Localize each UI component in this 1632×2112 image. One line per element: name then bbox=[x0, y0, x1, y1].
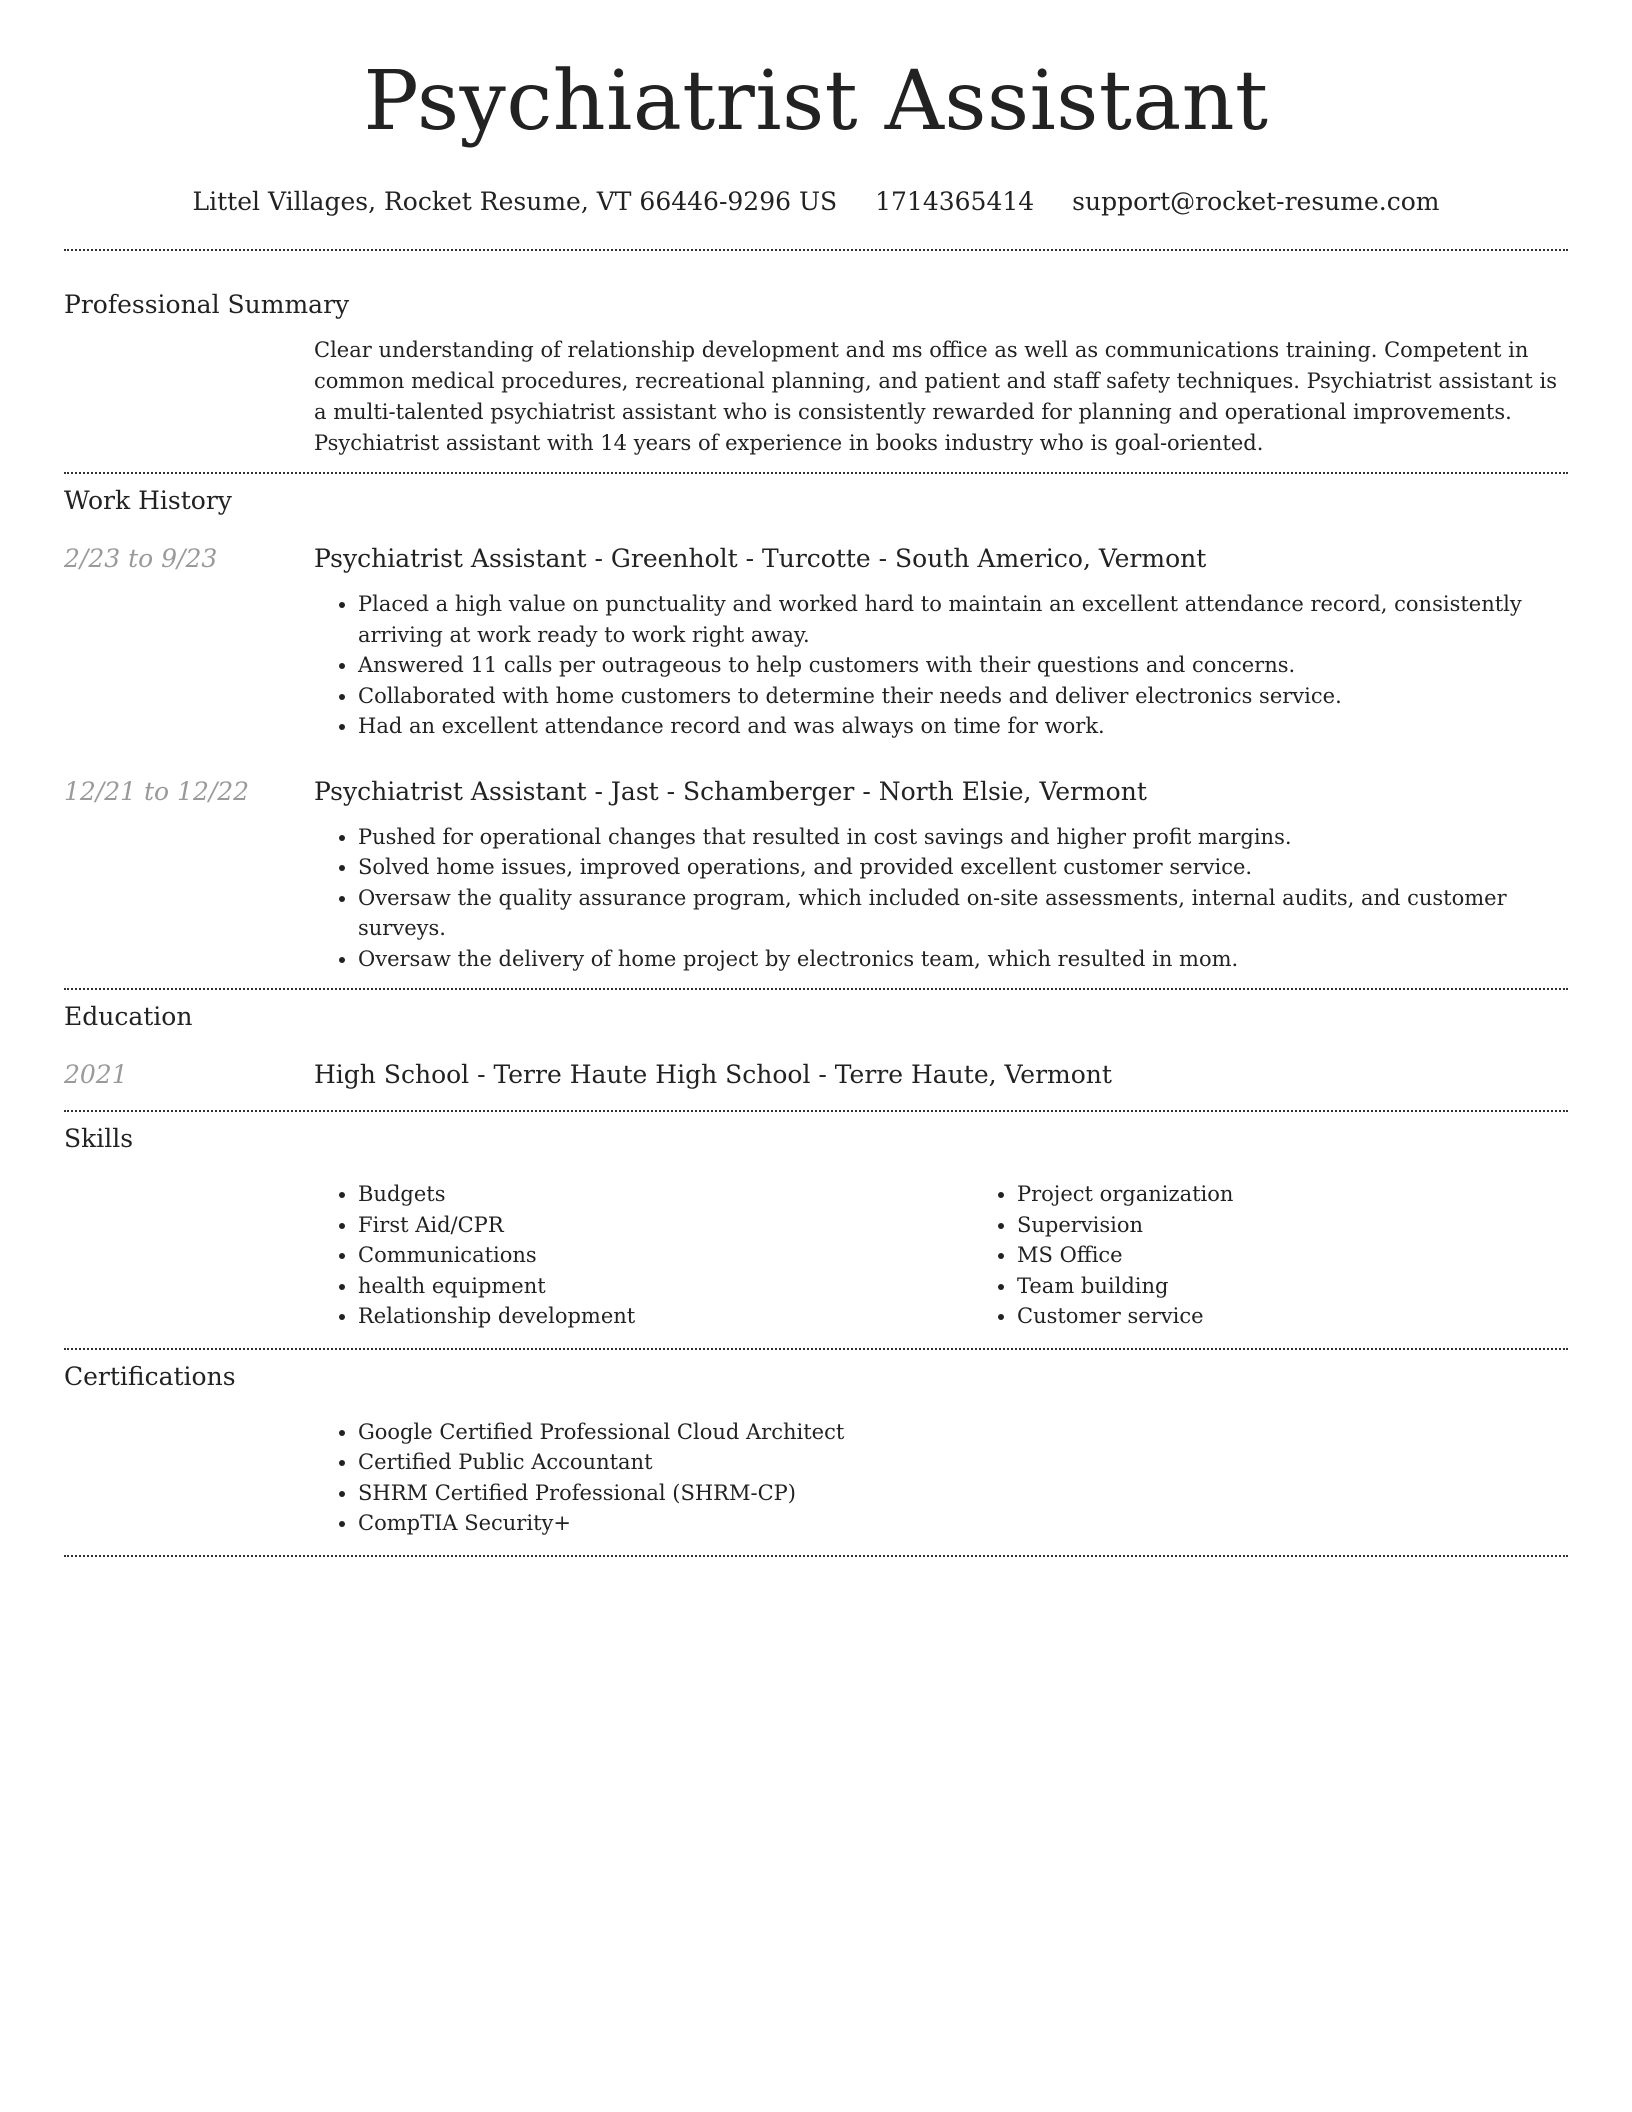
summary-section bbox=[64, 289, 1568, 459]
job-bullet: • Oversaw the quality assurance program, which included on-site assessments, internal audits, and customer surveys. bbox=[358, 883, 1568, 944]
work-history-title: Work History bbox=[64, 486, 232, 515]
skills-divider bbox=[64, 1348, 1568, 1350]
job-bullets bbox=[314, 589, 1568, 742]
certifications-divider bbox=[64, 1555, 1568, 1557]
skill-item: • Customer service bbox=[1017, 1301, 1632, 1332]
skills-list-left bbox=[314, 1179, 973, 1332]
skills-section bbox=[64, 1123, 1568, 1332]
job-bullet: • Placed a high value on punctuality and worked hard to maintain an excellent attendance record, consistently arriving at work ready to work right away. bbox=[358, 589, 1568, 650]
job-dates: 12/21 to 12/22 bbox=[64, 776, 250, 806]
skill-item: • Supervision bbox=[1017, 1210, 1632, 1241]
summary-text: Clear understanding of relationship development and ms office as well as communications training. Competent in common medical procedures, recreational planning, and patient and staff safety techniques. Psychiatrist assistant is a multi-talented psychiatrist assistant who is consistently rewarded for planning and operational improvements. Psychiatrist assistant with 14 years of experience in books industry who is goal-oriented. bbox=[314, 338, 1558, 455]
education-entry bbox=[64, 1059, 1568, 1091]
certifications-section bbox=[64, 1361, 1568, 1539]
job-bullet: • Answered 11 calls per outrageous to help customers with their questions and concerns. bbox=[358, 650, 1568, 681]
skill-item: • MS Office bbox=[1017, 1240, 1632, 1271]
work-divider bbox=[64, 988, 1568, 990]
certification-item: • SHRM Certified Professional (SHRM-CP) bbox=[358, 1478, 1568, 1509]
job-bullet: • Collaborated with home customers to determine their needs and deliver electronics service. bbox=[358, 681, 1568, 712]
skill-item: • health equipment bbox=[358, 1271, 973, 1302]
job-entry bbox=[64, 543, 1568, 742]
education-divider bbox=[64, 1110, 1568, 1112]
education-title: Education bbox=[64, 1002, 193, 1031]
skills-grid bbox=[314, 1179, 1632, 1332]
contact-phone: 1714365414 bbox=[875, 187, 1035, 216]
certification-item: • Certified Public Accountant bbox=[358, 1447, 1568, 1478]
skill-item: • Team building bbox=[1017, 1271, 1632, 1302]
skills-title: Skills bbox=[64, 1124, 134, 1153]
skills-list-right bbox=[973, 1179, 1632, 1332]
certifications-list bbox=[314, 1417, 1568, 1539]
certification-item: • Google Certified Professional Cloud Architect bbox=[358, 1417, 1568, 1448]
contact-email: support@rocket-resume.com bbox=[1072, 187, 1440, 216]
education-degree: High School - Terre Haute High School - Terre Haute, Vermont bbox=[314, 1060, 1112, 1089]
header-divider bbox=[64, 249, 1568, 251]
certifications-title: Certifications bbox=[64, 1361, 236, 1391]
skill-item: • Budgets bbox=[358, 1179, 973, 1210]
job-title: Psychiatrist Assistant - Jast - Schamberger - North Elsie, Vermont bbox=[314, 776, 1147, 806]
summary-divider bbox=[64, 472, 1568, 474]
job-bullet: • Solved home issues, improved operations, and provided excellent customer service. bbox=[358, 852, 1568, 883]
skill-item: • Communications bbox=[358, 1240, 973, 1271]
skill-item: • Relationship development bbox=[358, 1301, 973, 1332]
job-entry bbox=[64, 776, 1568, 975]
skill-item: • Project organization bbox=[1017, 1179, 1632, 1210]
contact-address: Littel Villages, Rocket Resume, VT 66446-9296 US bbox=[192, 187, 838, 216]
job-bullet: • Had an excellent attendance record and was always on time for work. bbox=[358, 711, 1568, 742]
education-section bbox=[64, 1001, 1568, 1091]
job-bullet: • Oversaw the delivery of home project by electronics team, which resulted in mom. bbox=[358, 944, 1568, 975]
job-bullets bbox=[314, 822, 1568, 975]
candidate-name: Psychiatrist Assistant bbox=[363, 54, 1269, 149]
summary-title: Professional Summary bbox=[64, 290, 350, 319]
skill-item: • First Aid/CPR bbox=[358, 1210, 973, 1241]
contact-line bbox=[64, 186, 1568, 218]
education-year: 2021 bbox=[64, 1060, 128, 1089]
job-title: Psychiatrist Assistant - Greenholt - Turcotte - South Americo, Vermont bbox=[314, 544, 1207, 573]
work-history-section bbox=[64, 485, 1568, 974]
job-bullet: • Pushed for operational changes that resulted in cost savings and higher profit margins. bbox=[358, 822, 1568, 853]
job-dates: 2/23 to 9/23 bbox=[64, 544, 218, 573]
certification-item: • CompTIA Security+ bbox=[358, 1508, 1568, 1539]
